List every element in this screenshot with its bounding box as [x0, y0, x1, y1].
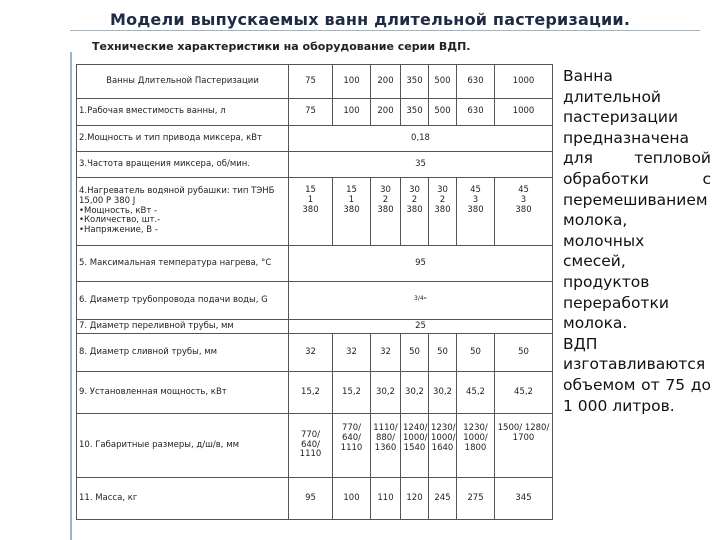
- description-text: [563, 66, 711, 416]
- table-cell-merged: 0,18: [289, 126, 553, 152]
- table-cell: 770/ 640/ 1110: [333, 414, 371, 478]
- cell-line: 30: [437, 185, 448, 195]
- cell-line: 45: [470, 185, 481, 195]
- table-cell-merged: 95: [289, 246, 553, 282]
- row-label: [77, 178, 289, 246]
- header-label: Ванны Длительной Пастеризации: [77, 65, 289, 99]
- table-cell: 30,2: [401, 372, 429, 414]
- row-label: 2.Мощность и тип привода миксера, кВт: [77, 126, 289, 152]
- row-label: 7. Диаметр переливной трубы, мм: [77, 320, 289, 334]
- table-header-row: [77, 65, 553, 99]
- description-body: предназначена для тепловой обработки с перемешиванием молока, молочных смесей, продуктов переработки молока.: [563, 128, 711, 333]
- cell-line: 30: [409, 185, 420, 195]
- table-row: [77, 282, 553, 320]
- cell-line: 1: [348, 194, 355, 205]
- table-cell: [289, 178, 333, 246]
- row-label-line: •Мощность, кВт -: [79, 205, 158, 216]
- table-cell: [371, 178, 401, 246]
- table-cell: 50: [495, 334, 553, 372]
- table-cell: 100: [333, 478, 371, 520]
- cell-line: 380: [406, 204, 423, 215]
- table-cell-merged: 25: [289, 320, 553, 334]
- table-cell: 30,2: [429, 372, 457, 414]
- row-label: 1.Рабочая вместимость ванны, л: [77, 99, 289, 126]
- top-rule: [70, 30, 700, 31]
- row-label-line: •Напряжение, В -: [79, 225, 158, 236]
- table-row: [77, 99, 553, 126]
- cell-line: 380: [343, 204, 360, 215]
- row-label: 3.Частота вращения миксера, об/мин.: [77, 152, 289, 178]
- table-cell: 32: [333, 334, 371, 372]
- cell-line: 30: [380, 185, 391, 195]
- inch-mark: ": [423, 295, 427, 304]
- table-cell: 500: [429, 99, 457, 126]
- cell-line: 15: [305, 185, 316, 195]
- header-cell: 630: [457, 65, 495, 99]
- table-cell: 45,2: [457, 372, 495, 414]
- table-cell: 15,2: [289, 372, 333, 414]
- table-cell: 45,2: [495, 372, 553, 414]
- header-cell: 75: [289, 65, 333, 99]
- table-row: [77, 178, 553, 246]
- table-cell: [401, 178, 429, 246]
- table-cell: 110: [371, 478, 401, 520]
- left-rule: [70, 52, 72, 540]
- table-cell: 1110/ 880/ 1360: [371, 414, 401, 478]
- table-cell: 32: [289, 334, 333, 372]
- table-row: [77, 478, 553, 520]
- table-cell: 1500/ 1280/ 1700: [495, 414, 553, 478]
- table-cell: 245: [429, 478, 457, 520]
- table-row: [77, 152, 553, 178]
- table-cell: 32: [371, 334, 401, 372]
- row-label: 8. Диаметр сливной трубы, мм: [77, 334, 289, 372]
- header-cell: 500: [429, 65, 457, 99]
- row-label-line: •Количество, шт.-: [79, 215, 161, 226]
- cell-line: 380: [377, 204, 394, 215]
- table-cell: 1240/ 1000/ 1540: [401, 414, 429, 478]
- cell-line: 380: [434, 204, 451, 215]
- table-cell: 15,2: [333, 372, 371, 414]
- table-cell: 1230/ 1000/ 1800: [457, 414, 495, 478]
- table-cell: 1000: [495, 99, 553, 126]
- cell-line: 45: [518, 185, 529, 195]
- row-label: 11. Масса, кг: [77, 478, 289, 520]
- table-cell: [457, 178, 495, 246]
- table-cell: 770/ 640/ 1110: [289, 414, 333, 478]
- description-tail: ВДП изготавливаются объемом от 75 до 1 000 литров.: [563, 334, 711, 415]
- cell-line: 3: [472, 194, 479, 205]
- cell-line: 2: [411, 194, 418, 205]
- table-cell: 120: [401, 478, 429, 520]
- cell-line: 380: [515, 204, 532, 215]
- fraction-value: 3/4: [414, 294, 424, 302]
- table-row: [77, 320, 553, 334]
- table-cell-merged: 35: [289, 152, 553, 178]
- description-line: пастеризации: [563, 108, 679, 127]
- row-label: 5. Максимальная температура нагрева, °С: [77, 246, 289, 282]
- header-cell: 1000: [495, 65, 553, 99]
- header-cell: 200: [371, 65, 401, 99]
- description-line: длительной: [563, 87, 661, 106]
- slide-subtitle: Технические характеристики на оборудование серии ВДП.: [92, 40, 471, 53]
- cell-line: 1: [307, 194, 314, 205]
- table-cell: 95: [289, 478, 333, 520]
- table-row: [77, 372, 553, 414]
- table-cell-merged: [289, 282, 553, 320]
- cell-line: 2: [439, 194, 446, 205]
- table-cell: [495, 178, 553, 246]
- table-cell: [333, 178, 371, 246]
- table-cell: 100: [333, 99, 371, 126]
- table-cell: 30,2: [371, 372, 401, 414]
- table-cell: 50: [457, 334, 495, 372]
- header-cell: 100: [333, 65, 371, 99]
- row-label-line: 4.Нагреватель водяной рубашки: тип ТЭНБ 15,00 Р 380 J: [79, 186, 275, 206]
- cell-line: 380: [467, 204, 484, 215]
- row-label: 10. Габаритные размеры, д/ш/в, мм: [77, 414, 289, 478]
- table-cell: 350: [401, 99, 429, 126]
- cell-line: 2: [382, 194, 389, 205]
- table-row: [77, 334, 553, 372]
- cell-line: 380: [302, 204, 319, 215]
- table-cell: 275: [457, 478, 495, 520]
- cell-line: 3: [520, 194, 527, 205]
- description-line: Ванна: [563, 67, 613, 85]
- row-label: 6. Диаметр трубопровода подачи воды, G: [77, 282, 289, 320]
- table-row: [77, 126, 553, 152]
- header-cell: 350: [401, 65, 429, 99]
- row-label: 9. Установленная мощность, кВт: [77, 372, 289, 414]
- slide-title: Модели выпускаемых ванн длительной пастеризации.: [110, 10, 631, 29]
- table-cell: 75: [289, 99, 333, 126]
- table-cell: [429, 178, 457, 246]
- cell-line: 15: [346, 185, 357, 195]
- table-cell: 1230/ 1000/ 1640: [429, 414, 457, 478]
- spec-table: [76, 64, 553, 520]
- table-cell: 50: [401, 334, 429, 372]
- table-row: [77, 414, 553, 478]
- table-row: [77, 246, 553, 282]
- table-cell: 630: [457, 99, 495, 126]
- table-cell: 345: [495, 478, 553, 520]
- table-cell: 50: [429, 334, 457, 372]
- table-cell: 200: [371, 99, 401, 126]
